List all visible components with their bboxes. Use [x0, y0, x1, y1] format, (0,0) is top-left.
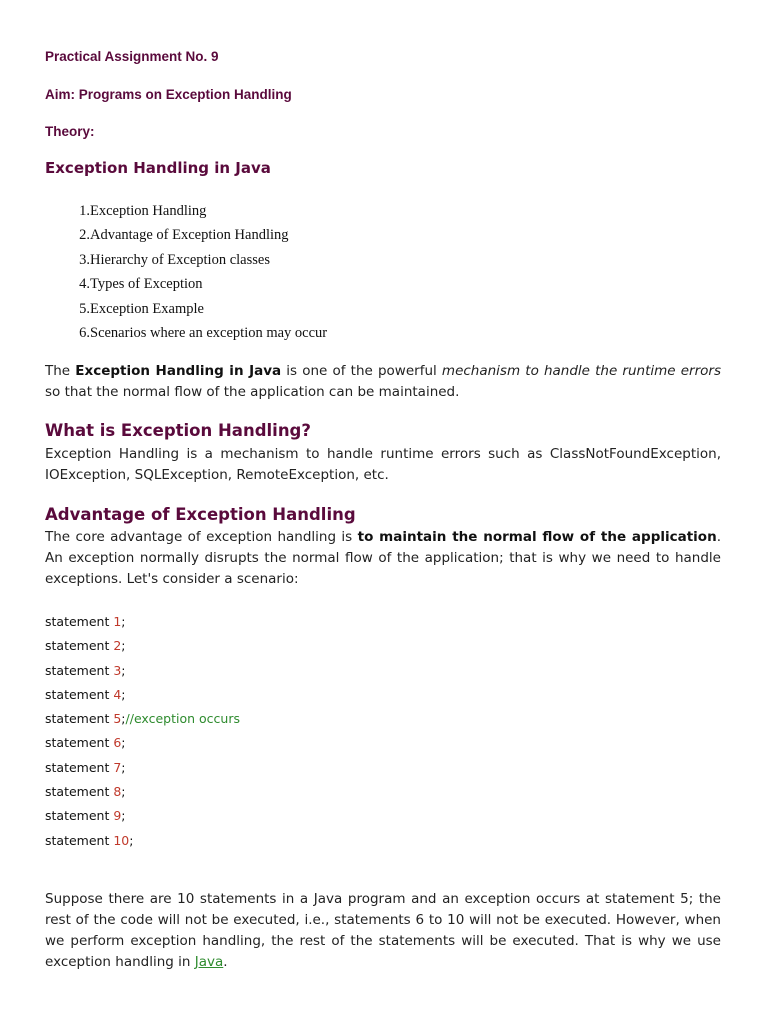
advantage-text: The core advantage of exception handling is: [45, 529, 358, 545]
code-keyword: statement: [45, 686, 114, 702]
code-keyword: statement: [45, 614, 114, 629]
conclusion-text: Suppose there are 10 statements in a Java program and an exception occurs at statement 5; the rest of the code will not be executed, i.e., statements 6 to 10 will not be executed. However, when we perform exception handling, the rest of the statements will be executed. That is why we use exception handling in: [45, 891, 721, 970]
code-keyword: statement: [45, 759, 114, 775]
code-keyword: statement: [45, 784, 114, 800]
code-line: [45, 733, 240, 757]
code-semicolon: ;: [121, 662, 126, 678]
code-number: 7: [113, 759, 122, 775]
toc-item-number: 2.: [79, 227, 90, 244]
code-number: 4: [113, 686, 122, 702]
toc-item-label: Types of Exception: [90, 276, 203, 293]
intro-text: so that the normal flow of the application can be maintained.: [45, 384, 460, 400]
toc-item: [77, 273, 327, 297]
toc-item-number: 3.: [79, 251, 90, 268]
toc-item-label: Scenarios where an exception may occur: [90, 324, 328, 341]
code-keyword: statement: [45, 711, 114, 727]
table-of-contents: [77, 200, 327, 346]
code-number: 5: [113, 711, 122, 727]
what-is-heading: What is Exception Handling?: [45, 421, 311, 440]
code-semicolon: ;: [121, 638, 126, 654]
conclusion-end: .: [223, 954, 228, 970]
toc-item: [77, 224, 327, 248]
advantage-text: . An exception normally disrupts the normal flow of the application; that is why we need to handle exceptions. Let's consider a scenario:: [45, 529, 721, 587]
code-semicolon: ;: [121, 759, 126, 775]
toc-item: [77, 249, 327, 273]
code-semicolon: ;: [121, 808, 126, 824]
what-is-paragraph: Exception Handling is a mechanism to handle runtime errors such as ClassNotFoundException, IOException, SQLException, RemoteException, etc.: [45, 446, 721, 483]
intro-bold: Exception Handling in Java: [75, 363, 282, 379]
code-line: [45, 782, 240, 806]
code-line: [45, 831, 240, 855]
code-number: 3: [113, 662, 122, 678]
code-keyword: statement: [45, 662, 114, 678]
toc-item: [77, 322, 327, 346]
intro-text: The: [45, 363, 76, 379]
code-semicolon: ;: [121, 735, 126, 751]
assignment-title: Practical Assignment No. 9: [45, 49, 219, 64]
code-line: [45, 612, 240, 636]
code-number: 9: [113, 808, 122, 824]
intro-text: is one of the powerful: [281, 363, 442, 379]
code-keyword: statement: [45, 638, 114, 654]
code-semicolon: ;: [121, 784, 126, 800]
code-line: [45, 636, 240, 660]
code-line: [45, 806, 240, 830]
toc-item-label: Exception Example: [90, 300, 204, 317]
toc-item-label: Exception Handling: [90, 203, 207, 219]
intro-paragraph: [45, 361, 721, 403]
advantage-paragraph: [45, 527, 721, 590]
code-line: [45, 685, 240, 709]
toc-item: [77, 298, 327, 322]
code-number: 10: [113, 832, 130, 848]
java-link[interactable]: Java: [194, 954, 224, 970]
aim-heading: Aim: Programs on Exception Handling: [45, 87, 292, 102]
toc-item-label: Advantage of Exception Handling: [90, 227, 289, 244]
toc-item-number: 4.: [79, 276, 90, 293]
code-line: [45, 709, 240, 733]
code-semicolon: ;: [129, 832, 134, 848]
code-semicolon: ;: [121, 711, 126, 727]
code-keyword: statement: [45, 832, 114, 848]
code-line: [45, 758, 240, 782]
code-keyword: statement: [45, 808, 114, 824]
toc-item-number: 6.: [79, 324, 90, 341]
toc-item-label: Hierarchy of Exception classes: [90, 251, 270, 268]
code-number: 2: [113, 638, 122, 654]
code-number: 1: [113, 614, 122, 629]
toc-item: [77, 200, 327, 224]
conclusion-paragraph: [45, 889, 721, 973]
code-keyword: statement: [45, 735, 114, 751]
code-semicolon: ;: [121, 686, 126, 702]
theory-label: Theory:: [45, 124, 95, 139]
code-comment: //exception occurs: [125, 711, 240, 727]
section-title: Exception Handling in Java: [45, 159, 271, 177]
code-line: [45, 661, 240, 685]
advantage-heading: Advantage of Exception Handling: [45, 505, 356, 524]
code-block: [45, 612, 240, 855]
code-semicolon: ;: [121, 614, 126, 629]
intro-italic: mechanism to handle the runtime errors: [441, 363, 721, 379]
code-number: 6: [113, 735, 122, 751]
code-number: 8: [113, 784, 122, 800]
advantage-bold: to maintain the normal flow of the application: [357, 529, 717, 545]
toc-item-number: 1.: [79, 203, 90, 219]
toc-item-number: 5.: [79, 300, 90, 317]
